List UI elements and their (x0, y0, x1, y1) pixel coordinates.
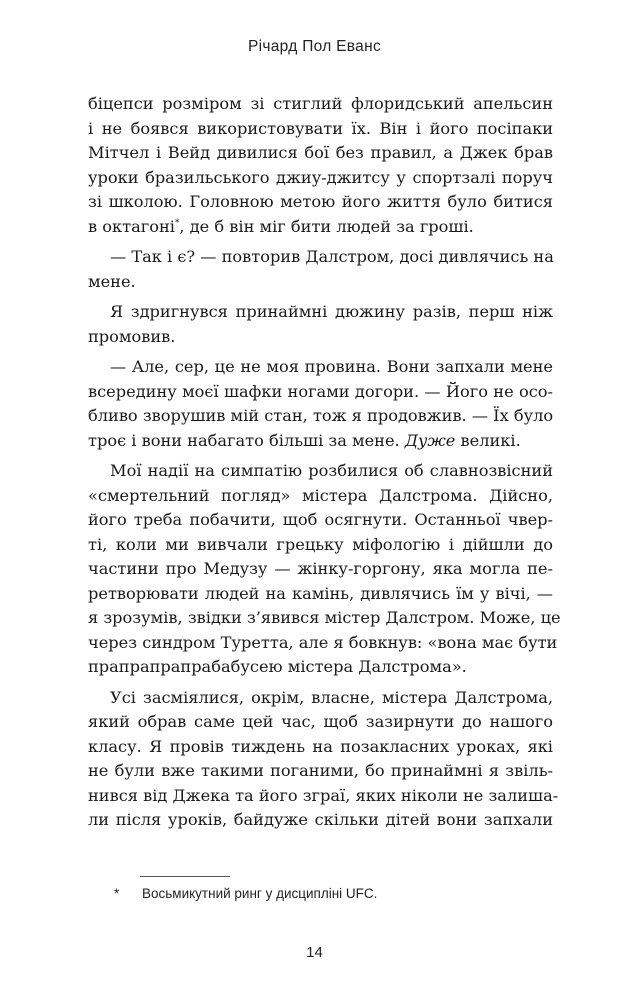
text-line (88, 429, 553, 454)
inline-text: великі. (455, 430, 521, 450)
text-line: «смертельний погляд» містера Далстрома. Дійсно, (88, 485, 553, 505)
text-line: біцепси розміром зі стиглий флоридський апельсин (88, 94, 553, 113)
text-line: ли після уроків, байдуже скільки дітей вони запхали (88, 810, 553, 829)
text-line: промовив. (88, 326, 176, 346)
text-line: всередину моєї шафки ногами догори. — Його не осо- (88, 381, 553, 401)
text-line: його треба побачити, щоб осягнути. Останньої чвер- (88, 510, 553, 529)
text-line: частини про Медузу — жінку-горгону, яка могла пе- (88, 559, 553, 578)
footnote-reference: * (174, 218, 180, 229)
body-text (88, 92, 561, 833)
text-line: — Так і є? — повторив Далстром, досі дивлячись на (110, 247, 554, 266)
text-line: я зрозумів, звідки з’явився містер Далстром. Може, це (88, 608, 561, 627)
text-line (88, 215, 553, 240)
text-line: класу. Я провів тиждень на позакласних уроках, які (88, 736, 553, 756)
text-line: зі школою. Головною метою його життя було битися (88, 192, 553, 211)
text-line: не були вже такими поганими, бо принаймні я звіль- (88, 761, 553, 780)
running-header: Річард Пол Еванс (248, 38, 381, 55)
text-line: через синдром Туретта, але я бовкнув: «вона має бути (88, 632, 558, 652)
inline-text: троє і вони набагато більші за мене. (88, 430, 405, 450)
text-line: бливо зворушив мій стан, тож я продовжив. — Їх було (88, 406, 554, 425)
inline-text: , де б він міг бити людей за гроші. (179, 216, 474, 236)
emphasis-text: Дуже (404, 430, 456, 450)
text-line: Мої надії на симпатію розбилися об славнозвісний (110, 461, 553, 480)
text-line: який обрав саме цей час, щоб зазирнути до нашого (88, 712, 553, 731)
text-line: мене. (88, 271, 136, 291)
text-line: і не боявся використовувати їх. Він і його посіпаки (88, 118, 553, 138)
text-line: Я здригнувся принаймні дюжину разів, перш ніж (110, 302, 553, 321)
page-number: 14 (306, 944, 323, 961)
text-line: — Але, сер, це не моя провина. Вони запхали мене (110, 357, 553, 376)
footnote-divider (140, 876, 230, 877)
text-line: уроки бразильського джиу-джитсу у спортзалі поруч (88, 167, 553, 187)
text-line: ретворювати людей на камінь, дивлячись їм у вічі, — (88, 583, 553, 603)
text-line: нився від Джека та його зграї, яких ніколи не залиша- (88, 785, 559, 805)
footnote-marker: * (114, 886, 120, 901)
footnote (114, 886, 377, 901)
text-line: прапрапрапрабабусею містера Далстрома». (88, 657, 467, 676)
text-line: Усі засміялися, окрім, власне, містера Далстрома, (110, 687, 553, 707)
text-line: Мітчел і Вейд дивилися бої без правил, а Джек брав (88, 143, 553, 162)
inline-text: в октагоні (88, 216, 175, 236)
footnote-text: Восьмикутний ринг у дисципліні UFC. (142, 886, 378, 901)
text-line: ті, коли ми вивчали грецьку міфологію і дійшли до (88, 534, 553, 554)
